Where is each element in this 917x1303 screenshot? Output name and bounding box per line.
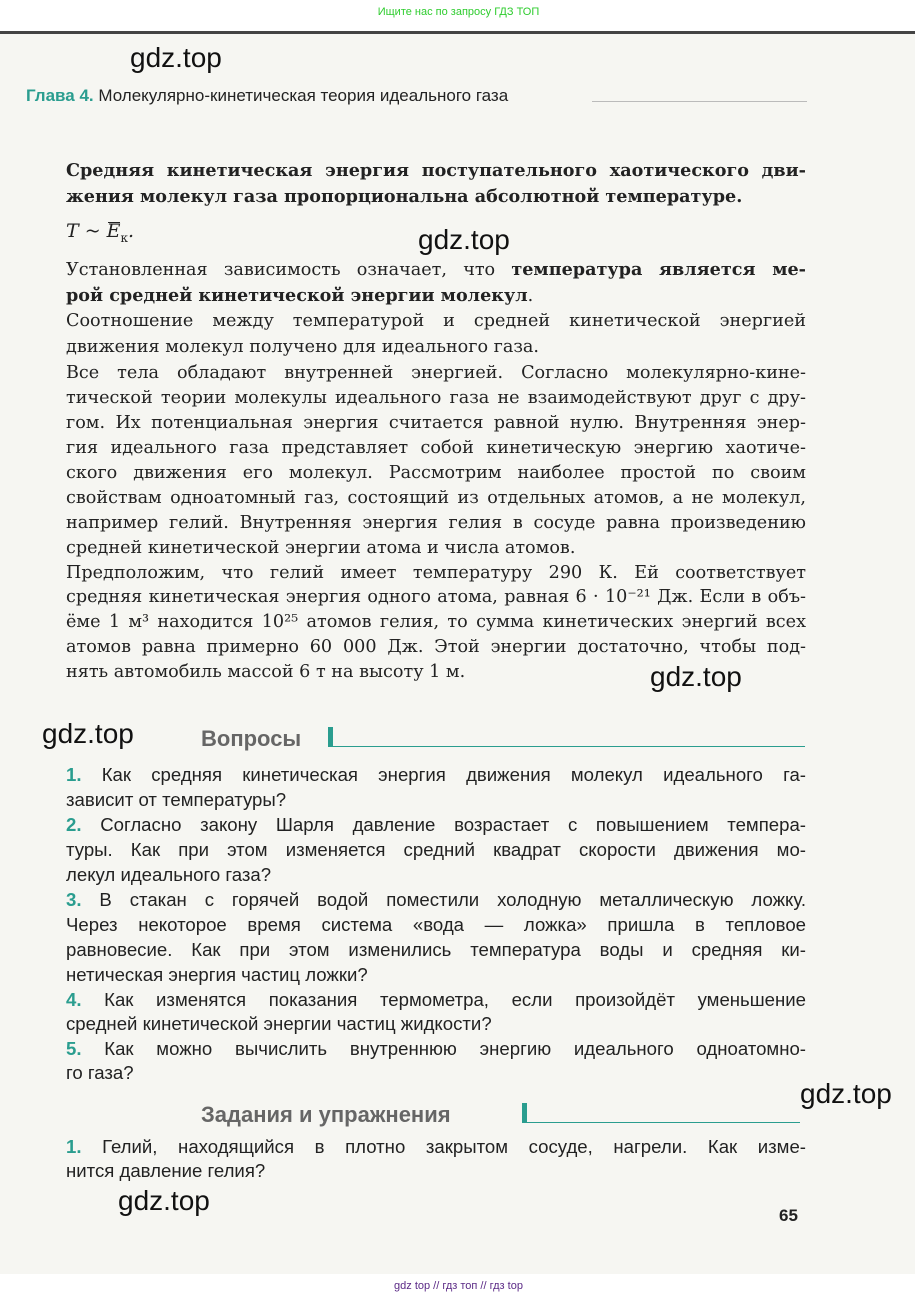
text-line [66, 914, 806, 936]
text-run: Все тела обладают внутренней энергией. Согласно молекулярно-кине- [66, 363, 806, 383]
chapter-label: Глава 4. [26, 86, 94, 105]
text-run: гом. Их потенциальная энергия считается равной нулю. Внутренняя энер- [66, 413, 806, 433]
item-number: 2. [66, 814, 82, 835]
text-run: тической теории молекулы идеального газа не взаимодействуют друг с дру- [66, 388, 806, 408]
text-run: средней кинетической энергии атома и числа атомов. [66, 538, 576, 558]
text-run: лекул идеального газа? [66, 864, 272, 885]
text-run: Гелий, находящийся в плотно закрытом сосуде, нагрели. Как изме- [81, 1136, 806, 1157]
text-run: нится давление гелия? [66, 1160, 266, 1181]
text-run: Средняя кинетическая энергия поступательного хаотического дви- [66, 160, 806, 181]
page-number: 65 [779, 1206, 798, 1225]
text-line [66, 337, 539, 357]
text-run: Соотношение между температурой и средней кинетической энергией [66, 311, 806, 331]
item-number: 1. [66, 1136, 82, 1157]
text-run: туры. Как при этом изменяется средний квадрат скорости движения мо- [66, 839, 806, 860]
tasks-heading: Задания и упражнения [201, 1102, 451, 1127]
watermark: gdz.top [800, 1078, 892, 1109]
text-line [66, 538, 575, 558]
text-run: Как изменятся показания термометра, если произойдёт уменьшение [81, 989, 806, 1010]
text-line [66, 1013, 492, 1035]
text-line [66, 160, 806, 181]
text-line [66, 1038, 806, 1060]
text-run: свойствам одноатомный газ, состоящий из отдельных атомов, а не молекул, [66, 488, 806, 508]
text-run: нять автомобиль массой 6 т на высоту 1 м. [66, 662, 466, 682]
watermark: gdz.top [130, 42, 222, 73]
item-number: 5. [66, 1038, 82, 1059]
text-run: зависит от температуры? [66, 789, 287, 810]
text-run: средняя кинетическая энергия одного атома, равная 6 · 10⁻²¹ Дж. Если в объ- [66, 587, 806, 607]
chapter-title: Молекулярно-кинетическая теория идеального газа [93, 86, 509, 105]
text-run: атомов равна примерно 60 000 Дж. Этой энергии достаточно, чтобы под- [66, 637, 806, 657]
formula-end: . [128, 220, 135, 242]
heading-rule [527, 1122, 800, 1123]
item-number: 4. [66, 989, 82, 1010]
formula-lhs: T ~ [66, 220, 107, 242]
text-line [66, 311, 806, 331]
text-run: средней кинетической энергии частиц жидкости? [66, 1013, 492, 1034]
heading-rule [333, 746, 805, 747]
watermark: gdz.top [118, 1185, 210, 1216]
text-line [66, 463, 806, 483]
text-run: гия идеального газа представляет собой кинетическую энергию хаотиче- [66, 438, 806, 458]
watermark: gdz.top [418, 224, 510, 255]
watermark: gdz.top [42, 718, 134, 749]
header-rule [592, 101, 807, 102]
formula [66, 220, 134, 245]
text-line [66, 814, 806, 836]
text-run: движения молекул получено для идеального газа. [66, 337, 540, 357]
text-line [66, 989, 806, 1011]
text-run: Как можно вычислить внутреннюю энергию идеального одноатомно- [81, 1038, 806, 1059]
text-line [66, 186, 742, 207]
text-line [66, 864, 271, 886]
top-banner: Ищите нас по запросу ГДЗ ТОП [377, 6, 540, 18]
text-run: Установленная зависимость означает, что [66, 260, 512, 280]
text-line [66, 363, 806, 383]
text-run: В стакан с горячей водой поместили холодную металлическую ложку. [81, 889, 806, 910]
text-run: Как средняя кинетическая энергия движения молекул идеального га- [81, 764, 806, 785]
text-run: Через некоторое время система «вода — ложка» пришла в тепловое [66, 914, 806, 935]
bottom-banner: gdz top // гдз топ // гдз top [394, 1280, 523, 1292]
text-run: равновесие. Как при этом изменились температура воды и средняя ки- [66, 939, 806, 960]
text-line [66, 1160, 265, 1182]
text-line [66, 612, 806, 632]
text-line [66, 889, 806, 911]
text-run: ского движения его молекул. Рассмотрим наиболее простой по своим [66, 463, 806, 483]
text-line [66, 587, 806, 607]
text-line [66, 964, 368, 986]
text-line [66, 413, 806, 433]
text-line [66, 939, 806, 961]
textbook-page [0, 31, 915, 1274]
questions-heading: Вопросы [201, 726, 302, 751]
text-line [66, 637, 806, 657]
chapter-header [26, 86, 508, 106]
text-run: ёме 1 м³ находится 10²⁵ атомов гелия, то сумма кинетических энергий всех [66, 612, 806, 632]
heading-bar [522, 1103, 527, 1123]
formula-sub: к [120, 230, 129, 245]
formula-e: E [106, 220, 121, 242]
text-run: го газа? [66, 1062, 134, 1083]
text-run: Предположим, что гелий имеет температуру 290 К. Ей соответствует [66, 563, 806, 583]
text-line [66, 513, 806, 533]
text-line [66, 488, 806, 508]
text-line [66, 839, 806, 861]
text-line [66, 1136, 806, 1158]
text-run: температура является ме- [511, 259, 806, 280]
text-line [66, 438, 806, 458]
text-run: например гелий. Внутренняя энергия гелия в сосуде равна произведению [66, 513, 806, 533]
text-run: жения молекул газа пропорциональна абсолютной температуре. [66, 186, 743, 207]
text-run: Согласно закону Шарля давление возрастает с повышением темпера- [81, 814, 806, 835]
text-run: нетическая энергия частиц ложки? [66, 964, 368, 985]
text-line [66, 388, 806, 408]
item-number: 1. [66, 764, 82, 785]
heading-bar [328, 727, 333, 747]
watermark: gdz.top [650, 661, 742, 692]
text-line [66, 285, 533, 306]
text-line [66, 1062, 134, 1084]
text-run: рой средней кинетической энергии молекул [66, 285, 528, 306]
text-line [66, 662, 465, 682]
text-line [66, 259, 806, 280]
text-line [66, 764, 806, 786]
text-line [66, 563, 806, 583]
text-line [66, 789, 286, 811]
item-number: 3. [66, 889, 82, 910]
text-run: . [527, 286, 534, 306]
